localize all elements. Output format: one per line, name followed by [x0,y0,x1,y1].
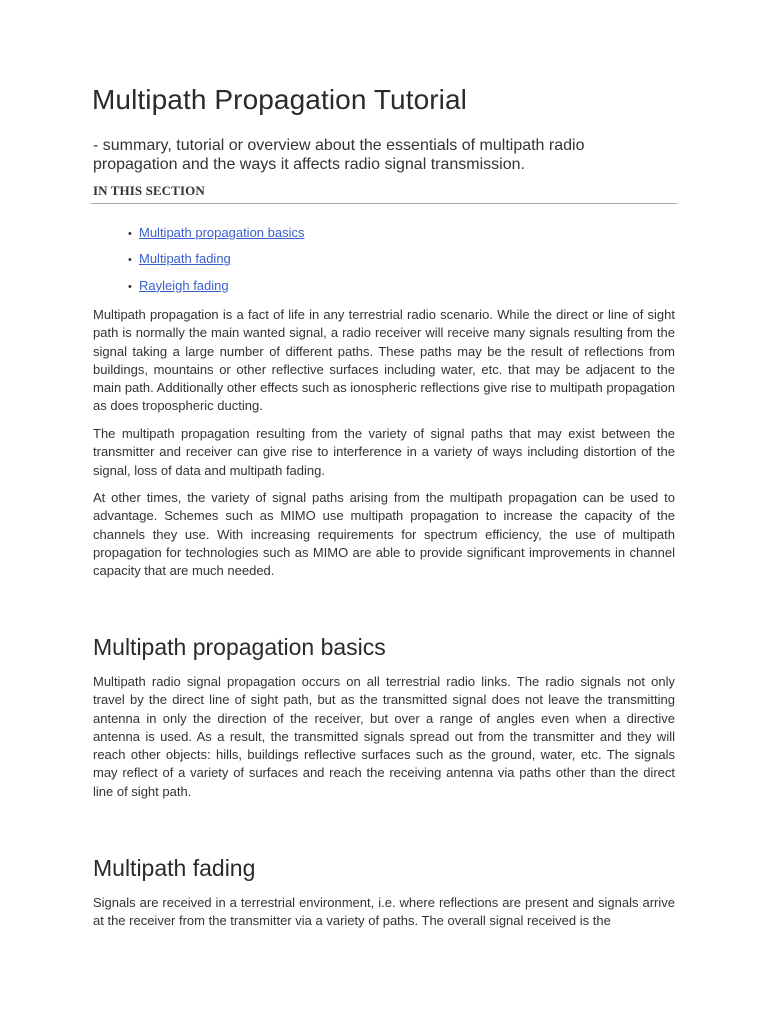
section-divider [91,203,677,204]
section-toc-list [128,224,305,303]
section-body-multipath-fading: Signals are received in a terrestrial environment, i.e. where reflections are present and signals arrive at the receiver from the transmitter via a variety of paths. The overall signal received is the [93,895,675,929]
page-title: Multipath Propagation Tutorial [92,84,467,115]
section-toc-header: IN THIS SECTION [93,183,205,198]
toc-item [128,277,305,303]
toc-link-rayleigh-fading[interactable]: Rayleigh fading [139,277,229,293]
intro-paragraph: The multipath propagation resulting from the variety of signal paths that may exist between the transmitter and receiver can give rise to interference in a variety of ways including distortion of the signal, loss of data and multipath fading. [93,426,675,478]
bullet-icon: • [128,228,132,240]
toc-link-multipath-fading[interactable]: Multipath fading [139,251,231,267]
section-heading-multipath-propagation-basics: Multipath propagation basics [93,634,386,660]
intro-paragraph: Multipath propagation is a fact of life in any terrestrial radio scenario. While the direct or line of sight path is normally the main wanted signal, a radio receiver will receive many signals resulting from the signal taking a large number of different paths. These paths may be the result of reflections from buildings, mountains or other reflective surfaces including water, etc. that may be adjacent to the main path. Additionally other effects such as ionospheric reflections give rise to multipath propagation as does tropospheric ducting. [93,307,675,414]
intro-paragraph: At other times, the variety of signal paths arising from the multipath propagation can be used to advantage. Schemes such as MIMO use multipath propagation to increase the capacity of the channels they use. With increasing requirements for spectrum efficiency, the use of multipath propagation for technologies such as MIMO are able to provide significant improvements in channel capacity that are much needed. [93,490,675,579]
bullet-icon: • [128,280,132,293]
page-subtitle: - summary, tutorial or overview about the essentials of multipath radio propagation and the ways it affects radio signal transmission. [93,137,585,173]
toc-item [128,224,305,250]
bullet-icon: • [128,254,132,267]
section-body-multipath-propagation-basics: Multipath radio signal propagation occurs on all terrestrial radio links. The radio signals not only travel by the direct line of sight path, but as the transmitted signal does not leave the transmitting antenna in only the direction of the receiver, but over a range of angles even when a directive antenna is used. As a result, the transmitted signals spread out from the transmitter and they will reach other objects: hills, buildings reflective surfaces such as the ground, water, etc. The signals may reflect of a variety of surfaces and reach the receiving antenna via paths other than the direct line of sight path. [93,674,675,799]
section-heading-multipath-fading: Multipath fading [93,855,256,881]
toc-item [128,250,305,276]
toc-link-multipath-propagation-basics[interactable]: Multipath propagation basics [139,225,305,240]
